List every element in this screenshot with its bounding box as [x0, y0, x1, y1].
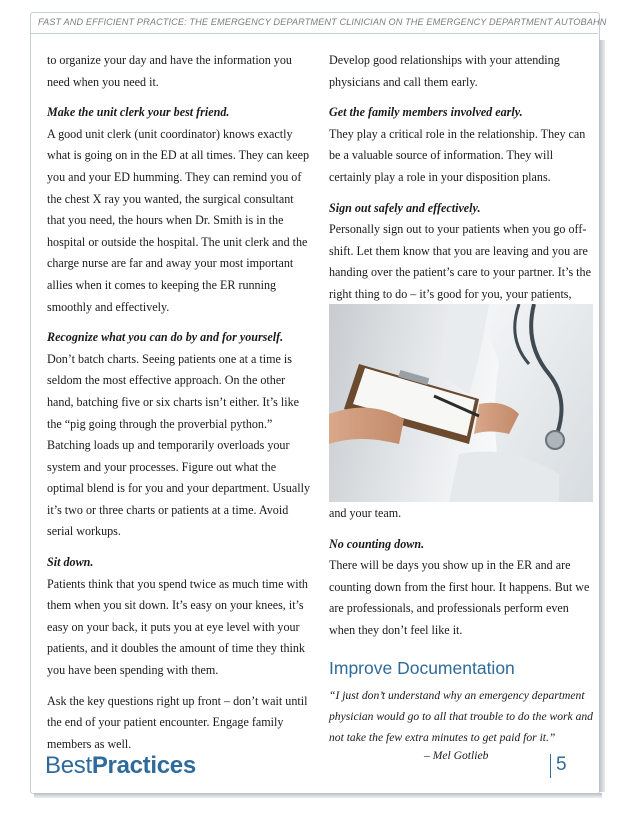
paragraph-family-members: They play a critical role in the relationship. They can be a valuable source of information. They will certainly play a role in your disposition plans. — [329, 126, 586, 184]
heading-no-counting: No counting down. — [329, 536, 425, 551]
brand-logo-bold: Practices — [91, 752, 196, 779]
brand-logo — [45, 752, 196, 780]
page-number-divider — [550, 754, 551, 778]
paragraph-unit-clerk: A good unit clerk (unit coordinator) knows exactly what is going on in the ED at all times. They can keep you and your ED humming. They can remind you of the chest X ray you wanted, the surgical consultant that you need, the hours when Dr. Smith is in the hospital or outside the hospital. The unit clerk and the charge nurse are far and away your most important allies when it comes to keeping the ER running smoothly and effectively. — [47, 126, 310, 314]
frame-shadow-bottom — [34, 793, 602, 798]
paragraph-sign-out-end: and your team. — [329, 506, 402, 520]
section-title-documentation: Improve Documentation — [329, 657, 515, 678]
header-rule — [31, 33, 598, 34]
paragraph-sit-down: Patients think that you spend twice as much time with them when you sit down. It’s easy on your knees, it’s easy on your back, it puts you at eye level with your patients, and it doubles the amount of time they think you have been spending with them. — [47, 576, 308, 678]
paragraph-batch-charts: Don’t batch charts. Seeing patients one at a time is seldom the most effective approach. On the other hand, batching five or six charts isn’t either. It’s like the “pig going through the proverbial python.” Batching loads up and temporarily overloads your system and your processes. Figure out what the optimal blend is for you and your department. Usually it’s two or three charts or patients at a time. Avoid serial workups. — [47, 351, 310, 539]
right-intro: Develop good relationships with your attending physicians and call them early. — [329, 53, 560, 89]
quote-attribution: – Mel Gotlieb — [424, 748, 489, 762]
heading-sit-down: Sit down. — [47, 555, 94, 570]
heading-family-members: Get the family members involved early. — [329, 105, 523, 120]
page-number: 5 — [556, 754, 567, 775]
right-column-continued — [329, 503, 593, 763]
frame-shadow-right — [599, 40, 605, 792]
pull-quote: “I just don’t understand why an emergency department physician would go to all that trouble to do the work and not take the few extra minutes to get paid for it.” — [329, 688, 593, 744]
left-intro: to organize your day and have the information you need when you need it. — [47, 53, 292, 89]
paragraph-no-counting: There will be days you show up in the ER and are counting down from the first hour. It happens. But we are professionals, and professionals perform even when they don’t feel like it. — [329, 558, 590, 637]
paragraph-sign-out: Personally sign out to your patients when you go off-shift. Let them know that you are leaving and you are handing over the patient’s care to your partner. It’s the right thing to do – it’s good for you, your patients, — [329, 222, 591, 301]
heading-sign-out: Sign out safely and effectively. — [329, 200, 481, 215]
heading-unit-clerk: Make the unit clerk your best friend. — [47, 105, 230, 120]
running-head: FAST AND EFFICIENT PRACTICE: THE EMERGENCY DEPARTMENT CLINICIAN ON THE EMERGENCY DEPARTMENT AUTOBAHN — [38, 17, 607, 27]
brand-logo-light: Best — [45, 752, 92, 779]
paragraph-key-questions: Ask the key questions right up front – don’t wait until the end of your patient encounter. Engage family members as well. — [47, 693, 308, 751]
right-column — [329, 50, 593, 306]
heading-recognize: Recognize what you can do by and for yourself. — [47, 330, 284, 345]
left-column — [47, 50, 311, 755]
doctor-clipboard-photo — [329, 304, 593, 502]
doctor-illustration — [329, 304, 593, 502]
